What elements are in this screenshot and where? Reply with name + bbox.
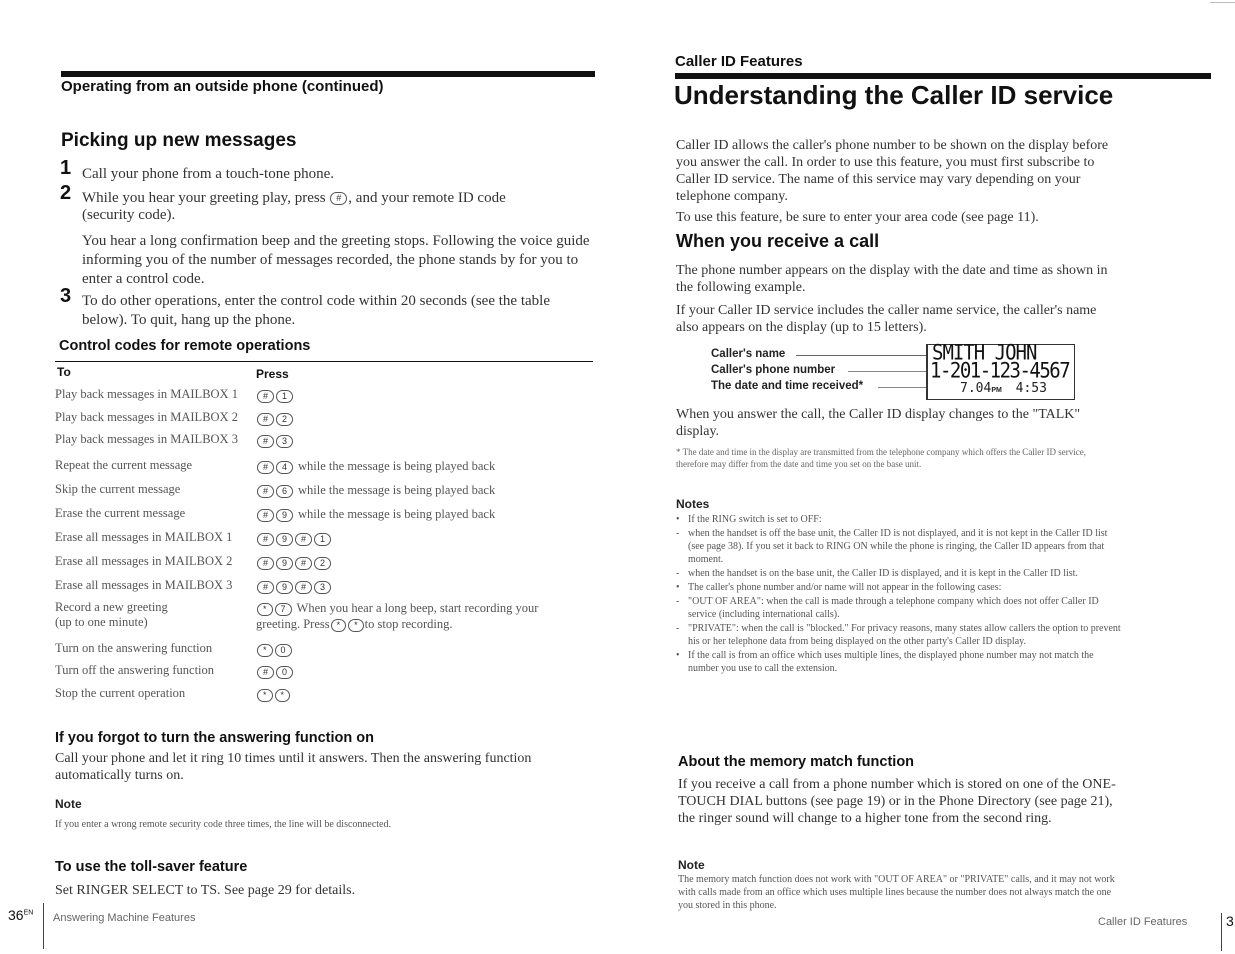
table-cell-to-text: Erase all messages in MAILBOX 1 [55,530,233,544]
receive-paragraph-2: If your Caller ID service includes the caller name service, the caller's name also appears on the display (up to 15 letters). [676,303,1097,335]
table-cell-to [55,641,253,656]
label-date-time: The date and time received* [711,380,864,392]
note-text: The caller's phone number and/or name will not appear in the following cases: [688,582,1002,593]
table-cell-to-text: Turn off the answering function [55,663,215,677]
note-text: when the handset is on the base unit, the Caller ID is displayed, and it is kept in the Caller ID list. [688,568,1078,579]
receive-call-title: When you receive a call [676,231,880,251]
table-cell-press [256,432,596,448]
table-cell-to-text: Erase all messages in MAILBOX 3 [55,578,233,592]
lcd-pm: PM [991,387,1002,394]
bullet-icon: • [676,582,680,593]
hash-key-icon: # [295,581,312,594]
hash-key-icon: # [295,557,312,570]
table-title: Control codes for remote operations [59,338,311,354]
right-running-header: Caller ID Features [675,53,803,70]
lcd-time: 4:53 [1015,381,1047,396]
hash-key-icon: # [257,413,274,426]
table-cell-to [55,578,253,593]
table-cell-press-desc: greeting. Press [256,617,330,631]
toll-saver-title: To use the toll-saver feature [55,859,248,875]
star-key-icon: * [257,689,273,702]
footer-left-section: Answering Machine Features [53,912,196,924]
star-key-icon: * [257,644,273,657]
forgot-text: Call your phone and let it ring 10 times until it answers. Then the answering function automatically turns on. [55,751,532,783]
table-cell-to-text: Play back messages in MAILBOX 2 [55,410,238,424]
table-cell-to-text: Stop the current operation [55,686,186,700]
table-header-press: Press [256,367,289,381]
step-number: 3 [60,285,72,307]
number-key-icon: 1 [314,533,331,546]
table-cell-to [55,686,253,701]
table-cell-to [55,530,253,545]
table-cell-to-text: Repeat the current message [55,458,193,472]
note-text: If the call is from an office which uses multiple lines, the displayed phone number may not match the number you use to call the extension. [688,650,1094,674]
number-key-icon: 1 [276,390,293,403]
table-cell-to [55,482,253,497]
table-cell-to [55,387,253,402]
table-cell-to [55,432,253,447]
table-cell-press [256,600,596,632]
leader-line-number [848,371,926,372]
number-key-icon: 9 [276,533,293,546]
table-cell-to-text: Play back messages in MAILBOX 1 [55,387,238,401]
hash-key-icon: # [295,533,312,546]
footer-right-section: Caller ID Features [1098,916,1188,928]
lcd-date: 7.04 [960,381,992,396]
step-text [82,190,597,224]
table-cell-press [256,410,596,426]
hash-key-icon: # [257,485,274,498]
star-key-icon: * [257,603,273,616]
hash-key-icon: # [257,581,274,594]
leader-line-name [796,355,926,356]
table-cell-to [55,663,253,678]
left-header-rule [61,71,595,77]
note-sub-item [676,567,1121,580]
page-number-sup: EN [23,909,34,917]
number-key-icon: 7 [275,603,292,616]
notes-list [676,513,1121,676]
table-cell-to-text: Record a new greeting [55,600,168,614]
lcd-caller-name: SMITH JOHN [932,340,1037,366]
table-cell-to-text: Skip the current message [55,482,181,496]
footer-divider [43,903,44,949]
dash-icon: - [676,596,680,607]
lcd-caller-number: 1-201-123-4567 [930,358,1070,384]
step-text: To do other operations, enter the control code within 20 seconds (see the table below). To quit, hang up the phone. [82,293,550,328]
table-cell-press-desc: while the message is being played back [298,459,496,473]
table-cell-press-desc: to stop recording. [364,617,453,631]
left-running-header: Operating from an outside phone (continued) [61,78,384,95]
table-cell-press [256,506,596,522]
table-cell-press [256,482,596,498]
star-key-icon: * [348,619,364,632]
note-bullet-item [676,513,1121,526]
table-cell-press-desc: while the message is being played back [298,507,496,521]
lcd-date-time [960,381,1047,396]
forgot-title: If you forgot to turn the answering function on [55,730,374,746]
note-sub-item [676,622,1121,648]
step-text-part: (security code). [82,207,176,223]
bullet-icon: • [676,514,680,525]
step-number: 2 [60,182,72,204]
dash-icon: - [676,568,680,579]
section-title-picking-up: Picking up new messages [61,130,297,151]
page-number-right: 3 [1226,913,1234,929]
number-key-icon: 4 [276,461,293,474]
table-cell-to [55,410,253,425]
hash-key-icon: # [257,666,274,679]
number-key-icon: 3 [276,435,293,448]
note-text: If the RING switch is set to OFF: [688,514,822,525]
toll-saver-text: Set RINGER SELECT to TS. See page 29 for details. [55,883,356,898]
number-key-icon: 9 [276,509,293,522]
table-cell-to [55,458,253,473]
note-label-right: Note [678,858,705,872]
note-bullet-item [676,581,1121,594]
footer-divider-right [1221,913,1222,951]
step-text-part: , and your remote ID code [348,190,506,206]
hash-key-icon: # [257,461,274,474]
table-cell-to-text: Turn on the answering function [55,641,213,655]
hash-key-icon: # [257,509,274,522]
table-cell-press [256,530,596,546]
note-bullet-item [676,649,1121,675]
notes-label: Notes [676,497,710,511]
table-cell-to-text: Play back messages in MAILBOX 3 [55,432,238,446]
step2-paragraph: You hear a long confirmation beep and the greeting stops. Following the voice guide informing you of the number of messages recorded, the phone stands by for you to enter a control code. [82,233,590,287]
hash-key-icon: # [257,435,274,448]
page-title: Understanding the Caller ID service [674,80,1114,110]
number-key-icon: 6 [276,485,293,498]
top-right-mark [1210,2,1235,3]
talk-paragraph: When you answer the call, the Caller ID display changes to the "TALK" display. [676,407,1081,439]
page-number [8,907,33,923]
table-cell-to-text: Erase all messages in MAILBOX 2 [55,554,233,568]
table-cell-to [55,600,253,630]
table-top-rule [55,361,593,362]
number-key-icon: 9 [276,557,293,570]
leader-line-date [878,387,926,388]
receive-paragraph: The phone number appears on the display with the date and time as shown in the following example. [676,263,1108,295]
table-cell-press [256,554,596,570]
number-key-icon: 0 [275,644,292,657]
bullet-icon: • [676,650,680,661]
hash-key-icon: # [330,192,347,205]
note-sub-item [676,595,1121,621]
table-cell-press [256,458,596,474]
label-callers-name: Caller's name [711,348,786,360]
memory-match-title: About the memory match function [678,754,915,770]
intro-paragraph-2: To use this feature, be sure to enter your area code (see page 11). [676,210,1039,225]
table-cell-press [256,578,596,594]
note-sub-item [676,527,1121,566]
table-cell-press [256,641,596,657]
memory-match-paragraph: If you receive a call from a phone number which is stored on one of the ONE-TOUCH DIAL buttons (see page 19) or in the Phone Directory (see page 21), the ringer sound will change to a higher tone from the second ring. [678,777,1116,826]
star-key-icon: * [331,619,347,632]
table-cell-press [256,686,596,702]
table-cell-press [256,387,596,403]
note-text: when the handset is off the base unit, the Caller ID is not displayed, and it is not kept in the Caller ID list (see page 38). If you set it back to RING ON while the phone is ringing, the Caller ID appears from that moment. [688,528,1108,565]
date-time-footnote: * The date and time in the display are transmitted from the telephone company which offers the Caller ID service, therefore may differ from the date and time you set on the base unit. [676,447,1087,469]
table-cell-to-text: (up to one minute) [55,615,148,629]
table-cell-press [256,663,596,679]
number-key-icon: 0 [276,666,293,679]
intro-paragraph: Caller ID allows the caller's phone number to be shown on the display before you answer the call. In order to use this feature, you must first subscribe to Caller ID service. The name of this service may vary depending on your telephone company. [676,138,1109,204]
right-header-rule [675,73,1211,79]
table-cell-press-desc: while the message is being played back [298,483,496,497]
number-key-icon: 3 [314,581,331,594]
table-cell-to [55,554,253,569]
note-text: If you enter a wrong remote security code three times, the line will be disconnected. [55,819,391,830]
step-number: 1 [60,157,72,179]
table-header-to: To [57,365,71,379]
dash-icon: - [676,528,680,539]
hash-key-icon: # [257,557,274,570]
step-text: Call your phone from a touch-tone phone. [82,166,335,182]
note-label: Note [55,797,82,811]
hash-key-icon: # [257,533,274,546]
table-cell-to [55,506,253,521]
number-key-icon: 2 [276,413,293,426]
note-text-right: The memory match function does not work with "OUT OF AREA" or "PRIVATE" calls, and it may not work with calls made from an office which uses multiple lines because the number does not always match the one you stored in this phone. [678,874,1115,911]
dash-icon: - [676,623,680,634]
table-cell-to-text: Erase the current message [55,506,186,520]
table-cell-press-desc: When you hear a long beep, start recording your [296,601,539,615]
number-key-icon: 2 [314,557,331,570]
label-callers-number: Caller's phone number [711,364,836,376]
note-text: "PRIVATE": when the call is "blocked." For privacy reasons, many states allow callers the option to prevent his or her telephone data from being displayed on the other party's Caller ID display. [688,623,1121,647]
number-key-icon: 9 [276,581,293,594]
step-text-part: While you hear your greeting play, press [82,190,326,206]
page-number-value: 36 [8,907,24,923]
note-text: "OUT OF AREA": when the call is made through a telephone company which does not offer Caller ID service (including international calls). [688,596,1099,620]
hash-key-icon: # [257,390,274,403]
star-key-icon: * [275,689,291,702]
